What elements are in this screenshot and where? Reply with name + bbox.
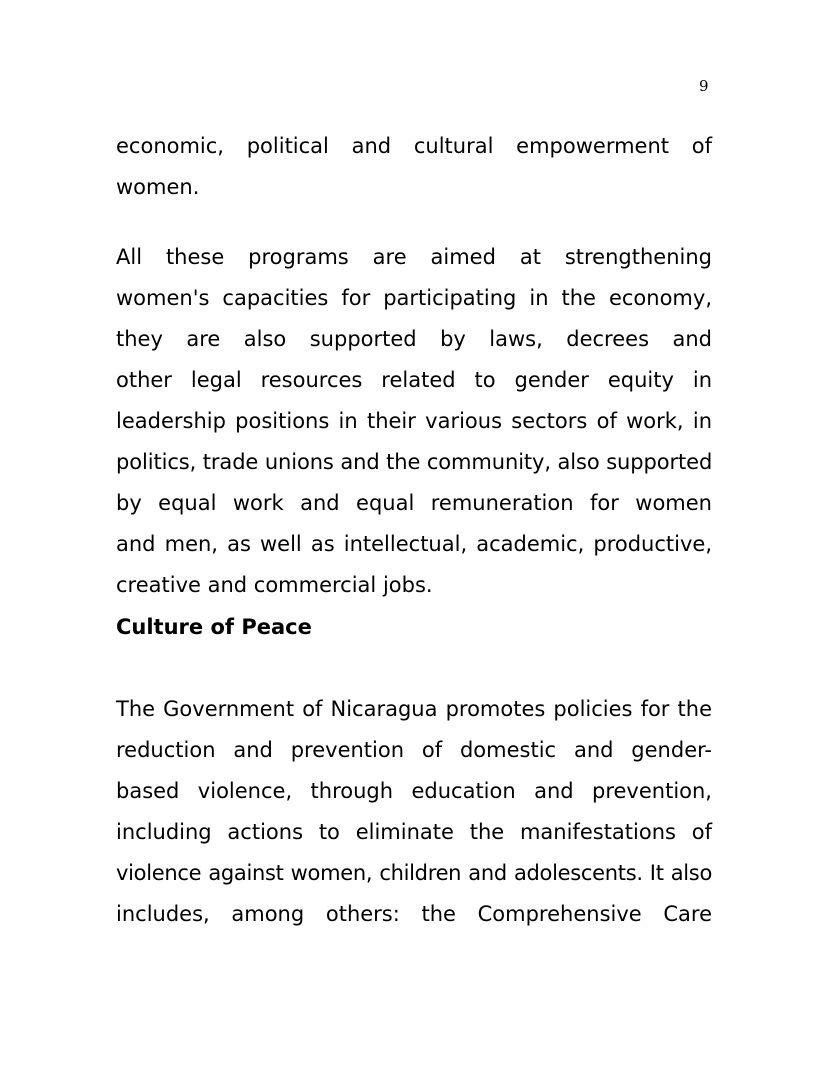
paragraph-spacer — [116, 208, 712, 237]
paragraph-programs — [116, 237, 712, 606]
text-line: creative and commercial jobs. — [116, 573, 433, 597]
document-body — [116, 126, 712, 935]
text-line: leadership positions in their various sectors of work, in — [116, 409, 712, 433]
text-line: women. — [116, 175, 200, 199]
section-heading: Culture of Peace — [116, 615, 312, 639]
text-line: politics, trade unions and the community, also supported — [116, 450, 713, 474]
text-line: women's capacities for participating in the economy, — [116, 286, 712, 310]
text-line: economic, political and cultural empowerment of — [116, 134, 712, 158]
paragraph-empowerment — [116, 126, 712, 208]
text-line: based violence, through education and prevention, — [116, 779, 712, 803]
page-number: 9 — [699, 77, 709, 95]
text-line: The Government of Nicaragua promotes policies for the — [116, 697, 712, 721]
paragraph-government — [116, 689, 712, 935]
text-line: other legal resources related to gender equity in — [116, 368, 712, 392]
heading-spacer — [116, 648, 712, 689]
text-line: includes, among others: the Comprehensive Care — [116, 902, 712, 926]
text-line: including actions to eliminate the manifestations of — [116, 820, 712, 844]
text-line: All these programs are aimed at strengthening — [116, 245, 712, 269]
text-line: violence against women, children and adolescents. It also — [116, 861, 712, 885]
text-line: by equal work and equal remuneration for women — [116, 491, 712, 515]
text-line: and men, as well as intellectual, academic, productive, — [116, 532, 712, 556]
text-line: reduction and prevention of domestic and gender- — [116, 738, 712, 762]
text-line: they are also supported by laws, decrees and — [116, 327, 712, 351]
